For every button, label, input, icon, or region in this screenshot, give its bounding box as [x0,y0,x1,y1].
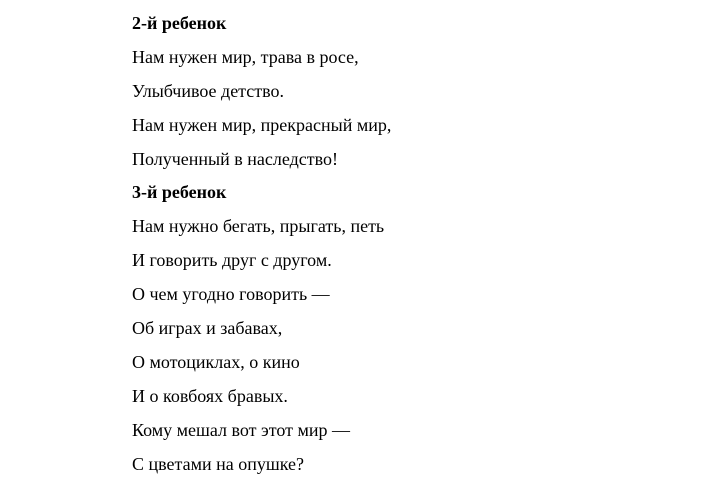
speaker-heading: 2-й ребенок [132,13,227,33]
poem-line: Кому мешал вот этот мир — [132,420,351,440]
poem-line: Нам нужен мир, трава в росе, [132,47,359,67]
poem-line: С цветами на опушке? [132,454,305,474]
poem-line: Улыбчивое детство. [132,81,284,101]
poem-line: И говорить друг с другом. [132,250,332,270]
poem-line: Нам нужен мир, прекрасный мир, [132,115,392,135]
poem-line: О чем угодно говорить — [132,284,330,304]
poem-line: И о ковбоях бравых. [132,386,288,406]
poem-line: Нам нужно бегать, прыгать, петь [132,216,385,236]
poem-line: Об играх и забавах, [132,318,283,338]
poem-line: О мотоциклах, о кино [132,352,300,372]
speaker-heading: 3-й ребенок [132,182,227,202]
poem-line: Полученный в наследство! [132,149,339,169]
